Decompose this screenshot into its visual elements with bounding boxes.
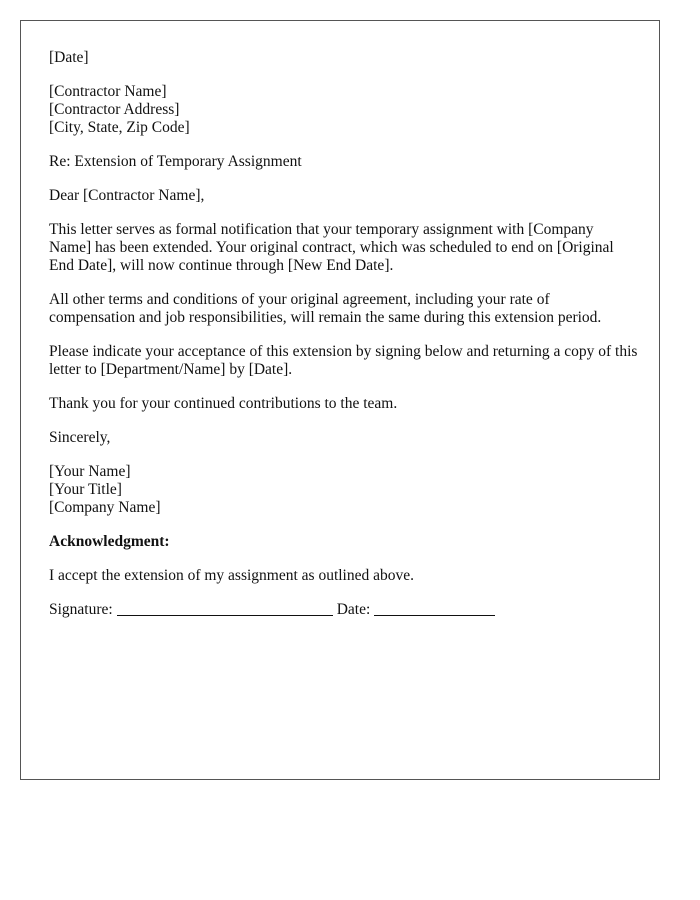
body-paragraph-notification: This letter serves as formal notification that your temporary assignment with [Company Name] has been extended. Your original contract, which was scheduled to end on [Original End Date], will now continue through [New End Date].	[49, 221, 614, 274]
signature-label: Signature:	[49, 601, 113, 618]
letter-date-block	[49, 49, 639, 67]
sender-company: [Company Name]	[49, 499, 161, 516]
salutation: Dear [Contractor Name],	[49, 187, 205, 204]
sender-title: [Your Title]	[49, 481, 122, 498]
letter-date: [Date]	[49, 49, 89, 66]
signature-line[interactable]	[117, 603, 333, 616]
recipient-address: [Contractor Address]	[49, 101, 180, 118]
body-paragraph-acceptance: Please indicate your acceptance of this extension by signing below and returning a copy of this letter to [Department/Name] by [Date].	[49, 343, 638, 378]
recipient-address-block	[49, 83, 639, 137]
recipient-city-state-zip: [City, State, Zip Code]	[49, 119, 190, 136]
subject-line: Re: Extension of Temporary Assignment	[49, 153, 302, 170]
body-paragraph-thanks: Thank you for your continued contributions to the team.	[49, 395, 398, 412]
letter-body	[49, 49, 639, 635]
date-label: Date:	[336, 601, 371, 618]
recipient-name: [Contractor Name]	[49, 83, 167, 100]
body-paragraph-terms: All other terms and conditions of your original agreement, including your rate of compensation and job responsibilities, will remain the same during this extension period.	[49, 291, 602, 326]
date-line[interactable]	[374, 603, 495, 616]
sender-block	[49, 463, 639, 517]
acknowledgment-heading: Acknowledgment:	[49, 533, 170, 550]
letter-page	[20, 20, 660, 780]
closing: Sincerely,	[49, 429, 111, 446]
acknowledgment-statement: I accept the extension of my assignment as outlined above.	[49, 567, 415, 584]
sender-name: [Your Name]	[49, 463, 131, 480]
signature-row	[49, 601, 639, 619]
